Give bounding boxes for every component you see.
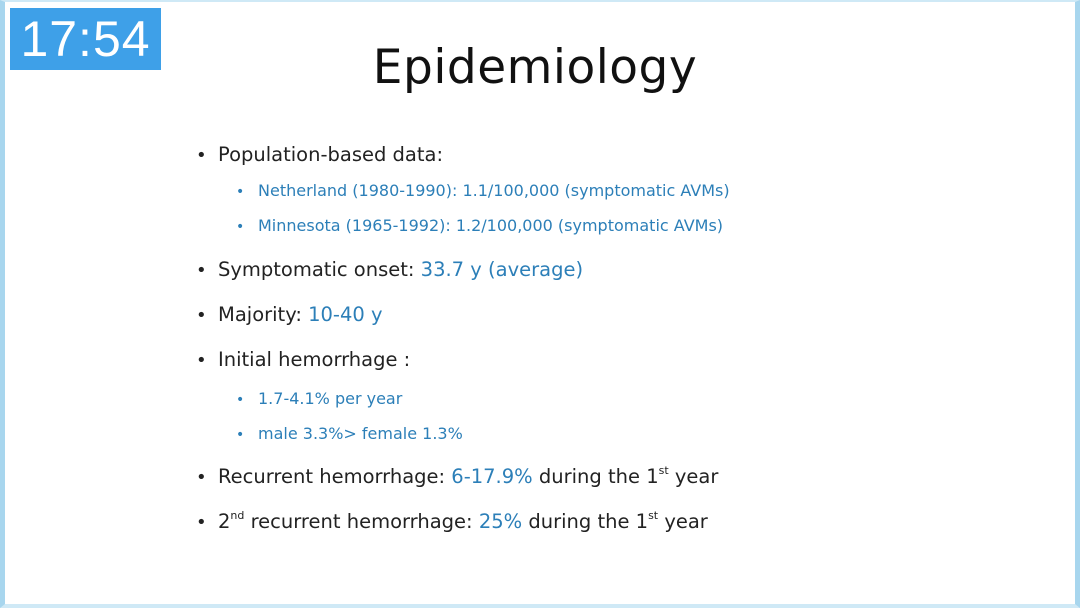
second-label: recurrent hemorrhage:	[244, 510, 479, 533]
bullet-dot-icon: •	[236, 427, 245, 443]
bullet-dot-icon: •	[236, 219, 245, 235]
second-sup2: st	[648, 509, 659, 522]
initial-label: Initial hemorrhage :	[218, 348, 411, 371]
bullet-majority	[196, 303, 383, 326]
onset-value: 33.7 y (average)	[420, 258, 584, 281]
recurrent-label: Recurrent hemorrhage:	[218, 465, 452, 488]
recurrent-value: 6-17.9%	[451, 465, 533, 488]
second-num: 2	[218, 510, 231, 533]
recurrent-year: year	[668, 465, 719, 488]
second-sup: nd	[230, 509, 245, 522]
bullet-dot-icon: •	[196, 512, 207, 533]
timer-display: 17:54	[10, 8, 161, 70]
majority-value: 10-40 y	[308, 303, 383, 326]
sub-bullet-rate	[236, 389, 402, 408]
slide-title: Epidemiology	[372, 40, 698, 95]
second-during: during the 1	[522, 510, 649, 533]
bullet-second-recurrent	[196, 509, 708, 533]
bullet-recurrent	[196, 464, 718, 488]
sub-bullet-sex	[236, 424, 463, 443]
bullet-dot-icon: •	[196, 350, 207, 371]
second-value: 25%	[478, 510, 523, 533]
population-label: Population-based data:	[218, 143, 444, 166]
bullet-initial-hemorrhage	[196, 348, 410, 371]
sub-bullet-netherland	[236, 181, 730, 200]
sex-text: male 3.3%> female 1.3%	[258, 424, 463, 443]
bullet-onset	[196, 258, 583, 281]
sub-bullet-minnesota	[236, 216, 723, 235]
netherland-text: Netherland (1980-1990): 1.1/100,000 (symptomatic AVMs)	[258, 181, 730, 200]
bullet-dot-icon: •	[236, 184, 245, 200]
recurrent-during: during the 1	[532, 465, 659, 488]
bullet-dot-icon: •	[196, 145, 207, 166]
rate-text: 1.7-4.1% per year	[258, 389, 403, 408]
recurrent-sup: st	[658, 464, 669, 477]
onset-label: Symptomatic onset:	[218, 258, 421, 281]
minnesota-text: Minnesota (1965-1992): 1.2/100,000 (symptomatic AVMs)	[258, 216, 724, 235]
bullet-dot-icon: •	[196, 305, 207, 326]
bullet-dot-icon: •	[196, 260, 207, 281]
bullet-population	[196, 143, 443, 166]
second-year: year	[658, 510, 708, 533]
majority-label: Majority:	[218, 303, 309, 326]
bullet-dot-icon: •	[196, 467, 207, 488]
bullet-dot-icon: •	[236, 392, 245, 408]
